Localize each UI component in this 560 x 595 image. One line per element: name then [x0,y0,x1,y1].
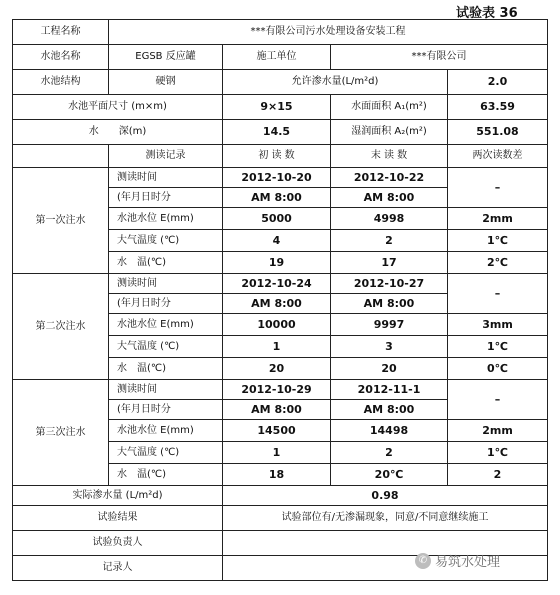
unit-value: ***有限公司 [331,45,548,70]
air-diff: 1℃ [448,442,548,464]
level-start: 5000 [223,208,331,230]
time-label: 测读时间 [109,168,223,188]
end-date: 2012-10-27 [331,274,448,294]
water-label: 水 温(℃) [109,464,223,486]
level-label: 水池水位 E(mm) [109,208,223,230]
start-date: 2012-10-20 [223,168,331,188]
start-date: 2012-10-29 [223,380,331,400]
surface-area-value: 63.59 [448,95,548,120]
air-label: 大气温度 (℃) [109,336,223,358]
end-date: 2012-10-22 [331,168,448,188]
level-label: 水池水位 E(mm) [109,314,223,336]
unit-label: 施工单位 [223,45,331,70]
water-start: 19 [223,252,331,274]
air-start: 4 [223,230,331,252]
end-time: AM 8:00 [331,294,448,314]
level-end: 14498 [331,420,448,442]
water-end: 20 [331,358,448,380]
structure-label: 水池结构 [13,70,109,95]
col-header-diff: 两次读数差 [448,145,548,168]
result-value: 试验部位有/无渗漏现象，同意/不同意继续施工 [223,506,548,531]
col-header-initial: 初 读 数 [223,145,331,168]
time-format-label: (年月日时分 [109,400,223,420]
injection-label: 第二次注水 [13,274,109,380]
wet-area-value: 551.08 [448,120,548,145]
size-value: 9×15 [223,95,331,120]
air-label: 大气温度 (℃) [109,442,223,464]
col-header-record: 测读记录 [109,145,223,168]
watermark-text: 易筑水处理 [435,555,501,570]
project-value: ***有限公司污水处理设备安装工程 [109,20,548,45]
time-label: 测读时间 [109,380,223,400]
allowed-seepage-value: 2.0 [448,70,548,95]
time-format-label: (年月日时分 [109,188,223,208]
level-start: 14500 [223,420,331,442]
water-start: 18 [223,464,331,486]
air-end: 2 [331,230,448,252]
water-label: 水 温(℃) [109,358,223,380]
size-label: 水池平面尺寸 (m×m) [13,95,223,120]
depth-label: 水 深(m) [13,120,223,145]
injection-label: 第三次注水 [13,380,109,486]
pool-label: 水池名称 [13,45,109,70]
allowed-seepage-label: 允许渗水量(L/m²d) [223,70,448,95]
water-diff: 2 [448,464,548,486]
air-start: 1 [223,442,331,464]
water-end: 17 [331,252,448,274]
result-label: 试验结果 [13,506,223,531]
air-label: 大气温度 (℃) [109,230,223,252]
recorder-label: 记录人 [13,556,223,581]
wechat-logo-icon: ✆ [415,553,431,569]
start-time: AM 8:00 [223,294,331,314]
level-start: 10000 [223,314,331,336]
water-end: 20℃ [331,464,448,486]
actual-seepage-label: 实际渗水量 (L/m²d) [13,486,223,506]
time-diff: – [448,168,548,208]
level-end: 9997 [331,314,448,336]
water-diff: 0℃ [448,358,548,380]
leader-label: 试验负责人 [13,531,223,556]
pool-value: EGSB 反应罐 [109,45,223,70]
air-end: 3 [331,336,448,358]
injection-label: 第一次注水 [13,168,109,274]
project-label: 工程名称 [13,20,109,45]
water-start: 20 [223,358,331,380]
time-format-label: (年月日时分 [109,294,223,314]
time-diff: – [448,274,548,314]
air-end: 2 [331,442,448,464]
start-date: 2012-10-24 [223,274,331,294]
end-date: 2012-11-1 [331,380,448,400]
header-spacer [13,145,109,168]
level-diff: 2mm [448,208,548,230]
air-diff: 1℃ [448,336,548,358]
table-number: 试验表 36 [456,6,518,21]
end-time: AM 8:00 [331,400,448,420]
level-end: 4998 [331,208,448,230]
depth-value: 14.5 [223,120,331,145]
time-label: 测读时间 [109,274,223,294]
start-time: AM 8:00 [223,400,331,420]
actual-seepage-value: 0.98 [223,486,548,506]
level-diff: 2mm [448,420,548,442]
watermark [415,551,500,570]
wet-area-label: 湿润面积 A₂(m²) [331,120,448,145]
level-diff: 3mm [448,314,548,336]
air-diff: 1℃ [448,230,548,252]
level-label: 水池水位 E(mm) [109,420,223,442]
end-time: AM 8:00 [331,188,448,208]
water-diff: 2℃ [448,252,548,274]
water-test-table [12,19,548,581]
start-time: AM 8:00 [223,188,331,208]
water-label: 水 温(℃) [109,252,223,274]
structure-value: 硬钢 [109,70,223,95]
col-header-final: 末 读 数 [331,145,448,168]
time-diff: – [448,380,548,420]
air-start: 1 [223,336,331,358]
surface-area-label: 水面面积 A₁(m²) [331,95,448,120]
